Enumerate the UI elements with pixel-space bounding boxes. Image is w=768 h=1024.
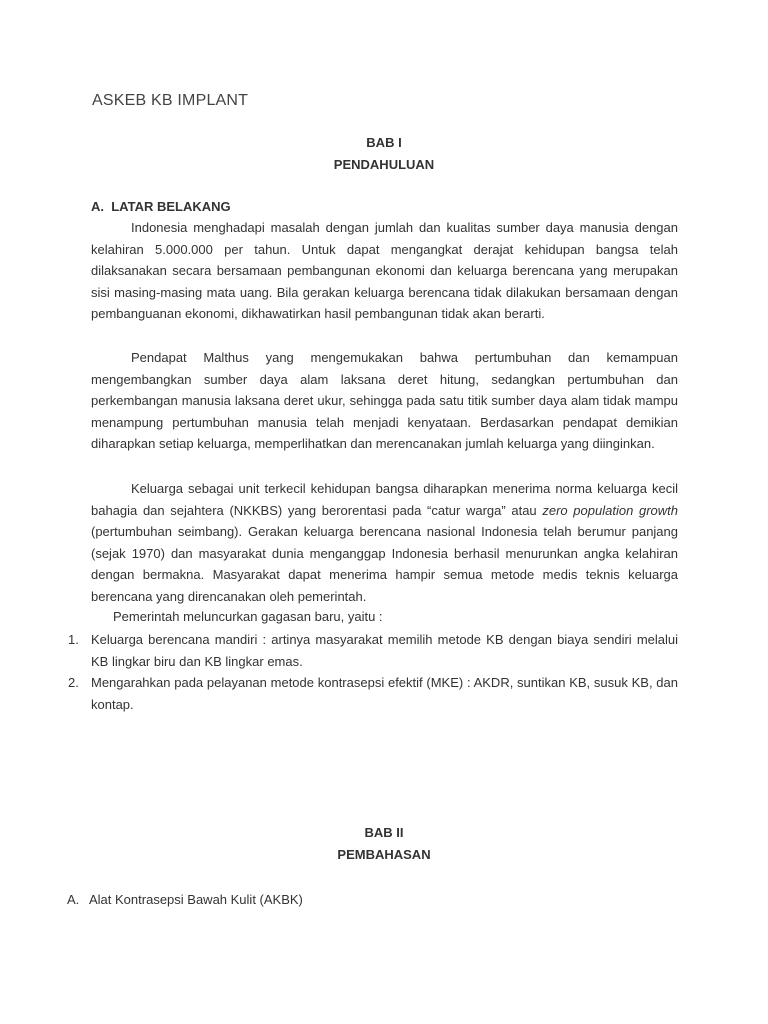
paragraph-2: Pendapat Malthus yang mengemukakan bahwa pertumbuhan dan kemampuan mengembangkan sumber daya alam laksana deret hitung, sedangkan pertumbuhan dan perkembangan manusia laksana deret ukur, sehingga pada satu titik sumber daya alam tidak mampu menampung pertumbuhan manusia telah menjadi kenyataan. Berdasarkan pendapat demikian diharapkan setiap keluarga, memperlihatkan dan merencanakan jumlah keluarga yang diinginkan. (91, 350, 678, 452)
paragraph-3-text-a: Keluarga sebagai unit terkecil kehidupan bangsa diharapkan menerima norma keluarga kecil bahagia dan sejahtera (NKKBS) yang berorentasi pada “catur warga” atau (91, 481, 678, 518)
subsection-title: Alat Kontrasepsi Bawah Kulit (AKBK) (89, 892, 303, 907)
paragraph-4: Pemerintah meluncurkan gagasan baru, yaitu : (113, 609, 383, 624)
paragraph-3-italic-term: zero population growth (542, 502, 679, 518)
paragraph-3 (91, 478, 678, 608)
chapter-title: PENDAHULUAN (333, 157, 435, 172)
paragraph-3-text-b: (pertumbuhan seimbang). Gerakan keluarga berencana nasional Indonesia telah berumur panjang (sejak 1970) dan masyarakat dunia menganggap Indonesia berhasil menurunkan angka kelahiran dengan bermakna. Masyarakat dapat menerima hampir semua metode medis teknis keluarga berencana yang direncanakan oleh pemerintah. (91, 524, 678, 604)
list-item (68, 629, 678, 672)
list-item-text: Keluarga berencana mandiri : artinya masyarakat memilih metode KB dengan biaya sendiri melalui KB lingkar biru dan KB lingkar emas. (91, 632, 678, 669)
section-title: LATAR BELAKANG (111, 199, 231, 214)
section-heading (91, 199, 231, 214)
chapter-number: BAB I (366, 135, 402, 150)
chapter-title: PEMBAHASAN (337, 847, 431, 862)
list-item-text: Mengarahkan pada pelayanan metode kontrasepsi efektif (MKE) : AKDR, suntikan KB, susuk KB, dan kontap. (91, 675, 678, 712)
subsection-label: A. (67, 892, 80, 907)
document-title: ASKEB KB IMPLANT (92, 92, 249, 109)
paragraph-1: Indonesia menghadapi masalah dengan jumlah dan kualitas sumber daya manusia dengan kelahiran 5.000.000 per tahun. Untuk dapat mengangkat derajat kehidupan bangsa telah dilaksanakan secara bersamaan pembangunan ekonomi dan keluarga berencana yang merupakan sisi masing-masing mata uang. Bila gerakan keluarga berencana tidak dilakukan bersamaan dengan pembanguanan ekonomi, dikhawatirkan hasil pembangunan tidak akan berarti. (91, 220, 678, 322)
chapter-number: BAB II (364, 825, 404, 840)
list-item-number: 2. (68, 675, 79, 691)
subsection-heading (67, 889, 303, 911)
list-item (68, 672, 678, 715)
section-label: A. (91, 199, 104, 214)
numbered-list (68, 629, 678, 715)
list-item-number: 1. (68, 632, 79, 647)
